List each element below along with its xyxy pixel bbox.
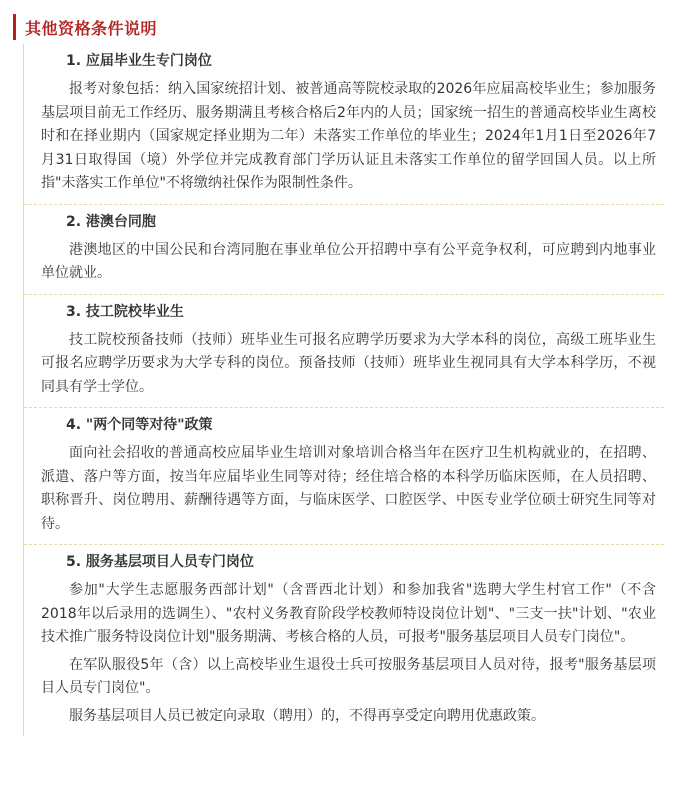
section-paragraph: 报考对象包括：纳入国家统招计划、被普通高等院校录取的2026年应届高校毕业生；参加服务基层项目前无工作经历、服务期满且考核合格后2年内的人员；国家统一招生的普通高校毕业生离校时和在择业期内（国家规定择业期为二年）未落实工作单位的毕业生；2024年1月1日至2026年7月31日取得国（境）外学位并完成教育部门学历认证且未落实工作单位的留学回国人员。以上所指"未落实工作单位"不将缴纳社保作为限制性条件。 (41, 81, 656, 191)
section-fresh-graduates (24, 44, 664, 204)
section-title: 3. 技工院校毕业生 (66, 303, 184, 320)
section-title: 4. "两个同等对待"政策 (66, 417, 213, 433)
page-title: 其他资格条件说明 (25, 18, 158, 38)
section-title: 2. 港澳台同胞 (66, 213, 156, 230)
content-area (23, 44, 664, 736)
section-paragraph: 面向社会招收的普通高校应届毕业生培训对象培训合格当年在医疗卫生机构就业的，在招聘、派遣、落户等方面，按当年应届毕业生同等对待；经住培合格的本科学历临床医师，在人员招聘、职称晋升、岗位聘用、薪酬待遇等方面，与临床医学、口腔医学、中医专业学位硕士研究生同等对待。 (41, 445, 656, 532)
section-paragraph: 参加"大学生志愿服务西部计划"（含晋西北计划）和参加我省"选聘大学生村官工作"（不含2018年以后录用的选调生）、"农村义务教育阶段学校教师特设岗位计划"、"三支一扶"计划、"农业技术推广服务特设岗位计划"服务期满、考核合格的人员，可报考"服务基层项目人员专门岗位"。 (41, 582, 656, 645)
section-paragraph: 技工院校预备技师（技师）班毕业生可报名应聘学历要求为大学本科的岗位，高级工班毕业生可报名应聘学历要求为大学专科的岗位。预备技师（技师）班毕业生视同具有大学本科学历，不视同具有学士学位。 (41, 331, 656, 395)
section-title: 5. 服务基层项目人员专门岗位 (66, 554, 254, 570)
section-grassroots-service (24, 544, 664, 736)
section-paragraph: 在军队服役5年（含）以上高校毕业生退役士兵可按服务基层项目人员对待，报考"服务基层项目人员专门岗位"。 (41, 656, 656, 696)
section-paragraph: 服务基层项目人员已被定向录取（聘用）的，不得再享受定向聘用优惠政策。 (69, 707, 545, 724)
section-equal-treatment (24, 407, 664, 544)
section-header (13, 14, 157, 40)
section-hk-macao-taiwan (24, 204, 664, 294)
section-title: 1. 应届毕业生专门岗位 (66, 53, 212, 69)
section-paragraph: 港澳地区的中国公民和台湾同胞在事业单位公开招聘中享有公平竞争权利，可应聘到内地事业单位就业。 (41, 241, 656, 281)
section-technical-school (24, 294, 664, 408)
